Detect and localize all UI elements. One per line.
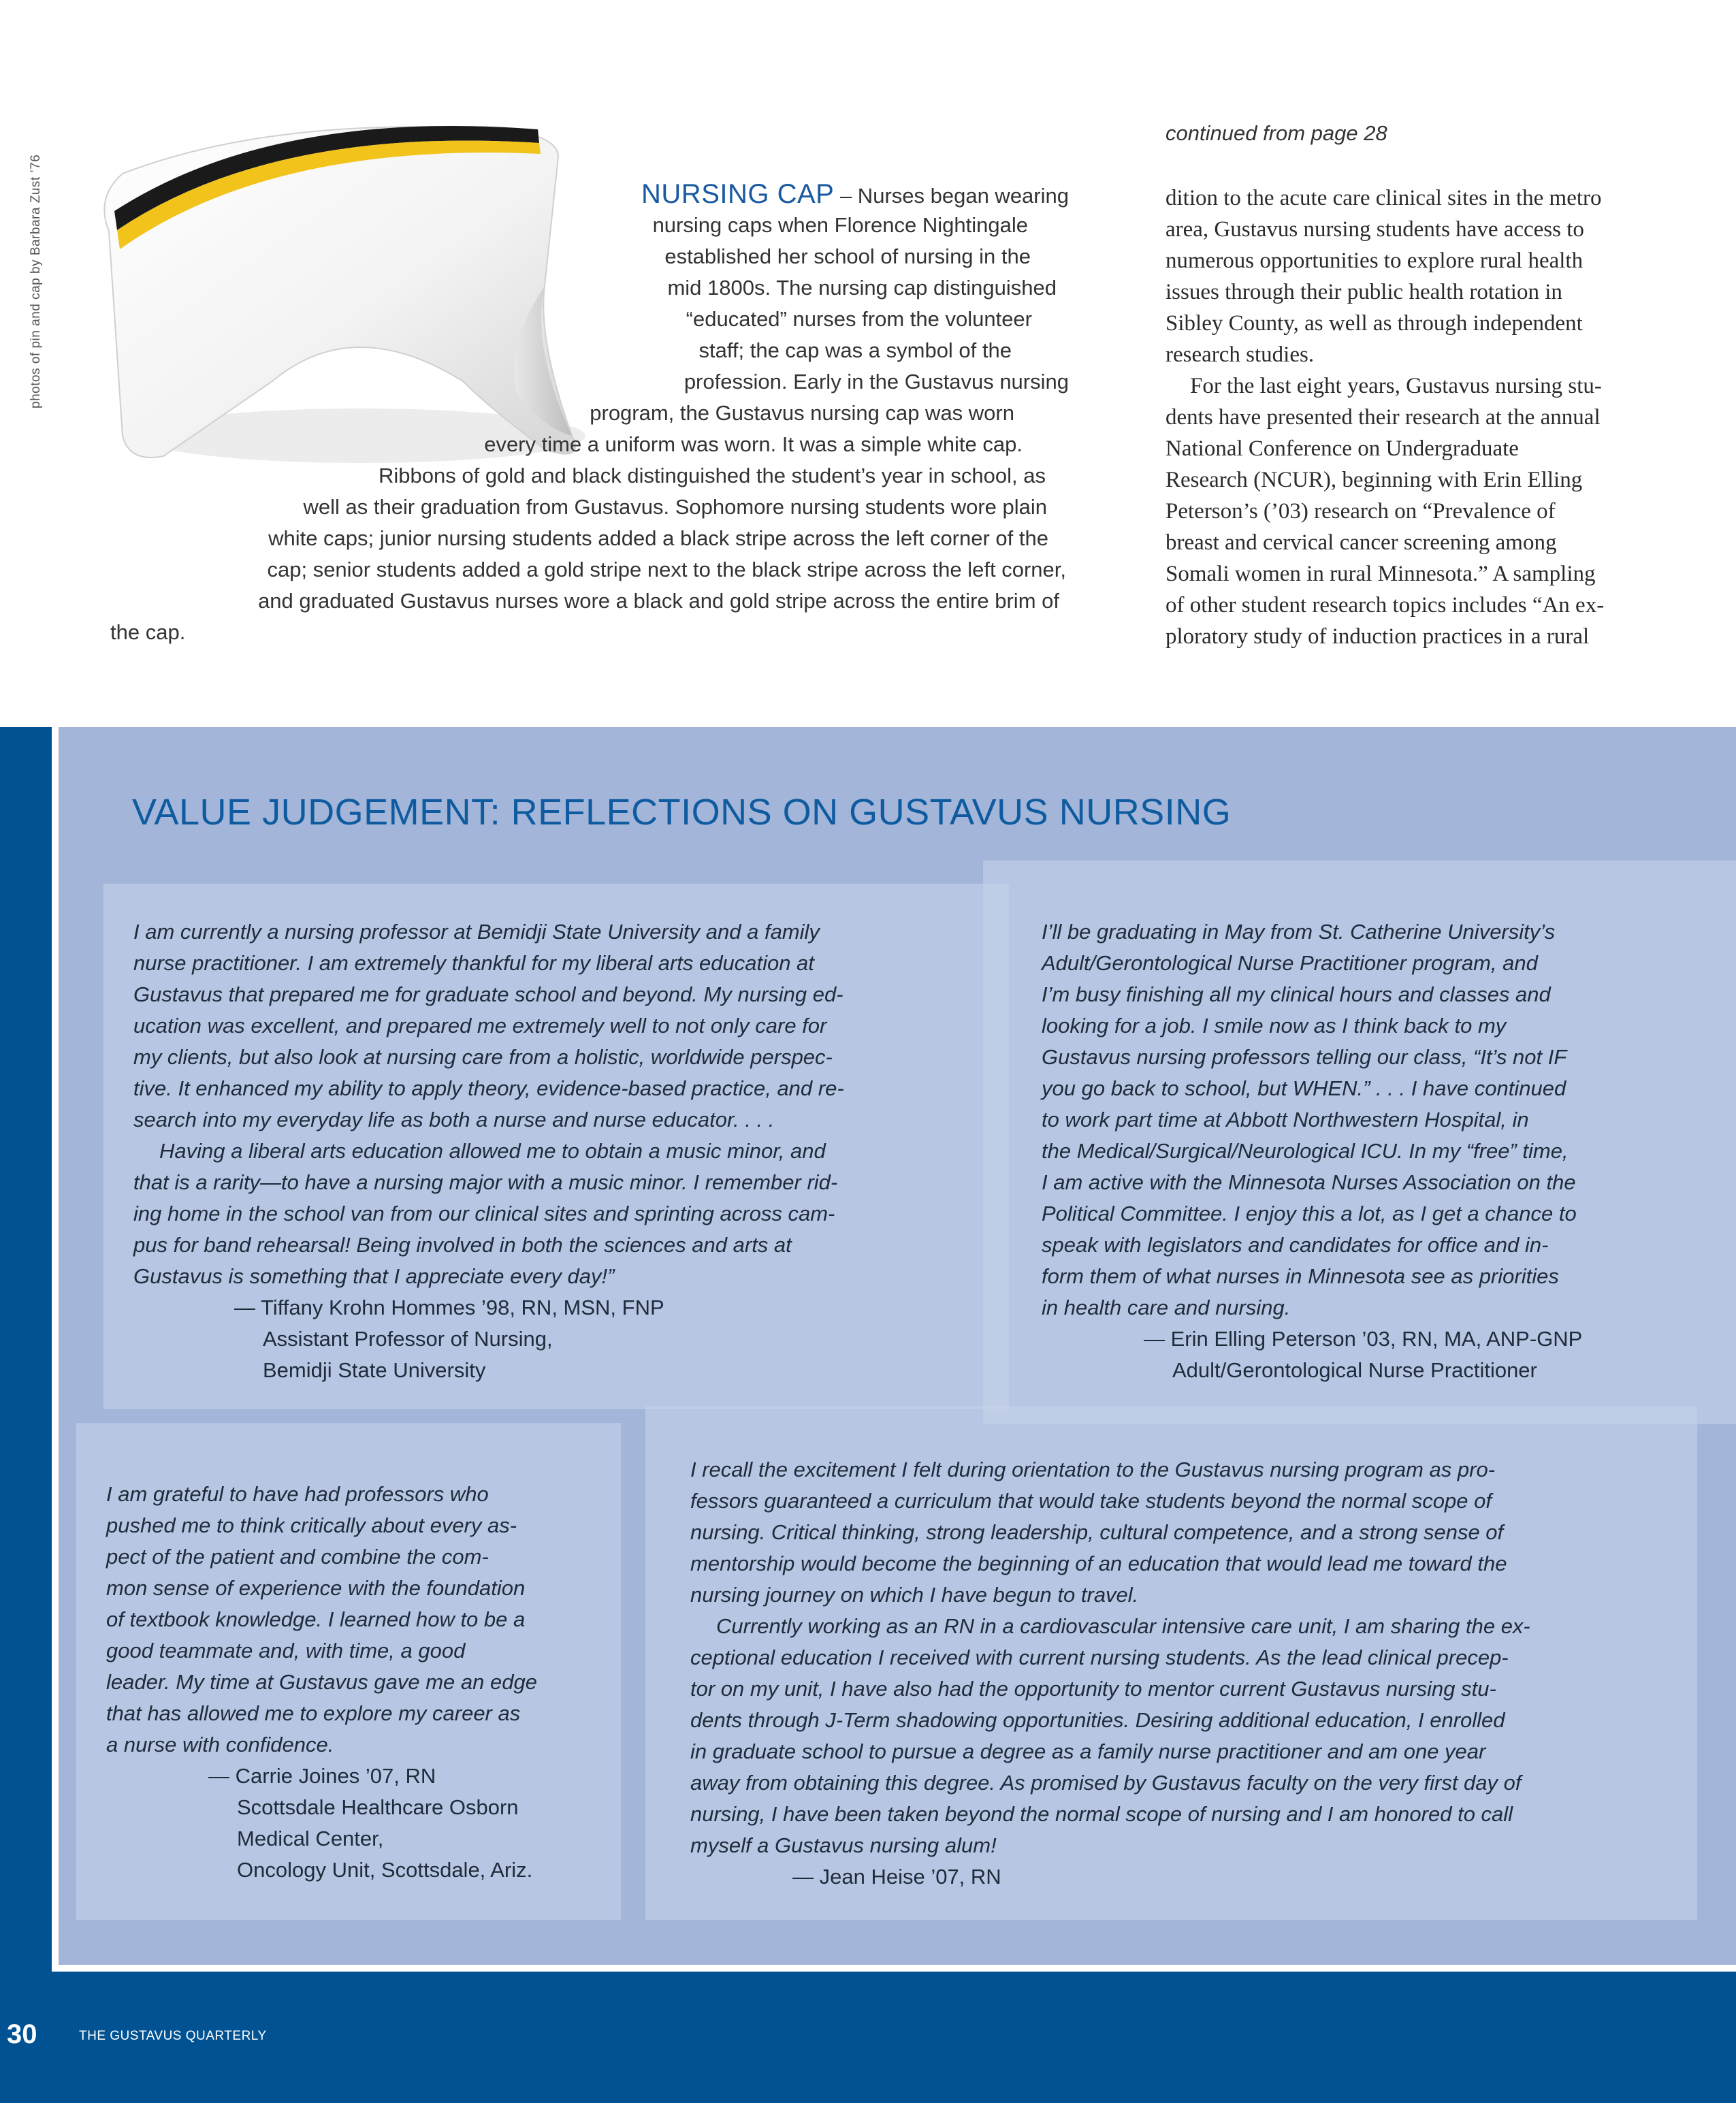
continued-note: continued from page 28	[1166, 121, 1387, 145]
quote-line: leader. My time at Gustavus gave me an edge	[106, 1670, 537, 1694]
testimonial-heise	[690, 1454, 1530, 1893]
cap-line: mid 1800s. The nursing cap distinguished	[667, 276, 1057, 300]
quote-line: my clients, but also look at nursing care from a holistic, worldwide perspec-	[133, 1045, 833, 1069]
quote-line: dents through J-Term shadowing opportunities. Desiring additional education, I enrolled	[690, 1708, 1505, 1732]
cap-line: Ribbons of gold and black distinguished the student’s year in school, as	[379, 464, 1046, 487]
quote-line: form them of what nurses in Minnesota see as priorities	[1042, 1264, 1559, 1288]
quote-line: I’m busy finishing all my clinical hours and classes and	[1042, 982, 1551, 1006]
quote-line: you go back to school, but WHEN.” . . . I have continued	[1042, 1076, 1566, 1100]
cap-line: “educated” nurses from the volunteer	[686, 307, 1032, 331]
quote-line: ing home in the school van from our clinical sites and sprinting across cam-	[133, 1202, 835, 1225]
cap-line: NURSING CAP – Nurses began wearing	[641, 179, 1069, 209]
quote-line: to work part time at Abbott Northwestern Hospital, in	[1042, 1108, 1529, 1131]
quote-line: tive. It enhanced my ability to apply theory, evidence-based practice, and re-	[133, 1076, 844, 1100]
continued-article	[1166, 182, 1656, 652]
cap-line: every time a uniform was worn. It was a simple white cap.	[484, 432, 1023, 456]
quote-line: Gustavus that prepared me for graduate school and beyond. My nursing ed-	[133, 982, 843, 1006]
quote-attribution: — Tiffany Krohn Hommes ’98, RN, MSN, FNP	[234, 1296, 664, 1319]
quote-line: pect of the patient and combine the com-	[106, 1545, 489, 1569]
quote-line: Having a liberal arts education allowed me to obtain a music minor, and	[159, 1139, 826, 1163]
quote-line: nursing. Critical thinking, strong leadership, cultural competence, and a strong sense of	[690, 1520, 1504, 1544]
quote-line: I am grateful to have had professors who	[106, 1482, 489, 1506]
article-line: of other student research topics includes “An ex-	[1166, 593, 1605, 617]
testimonial-joines	[106, 1479, 537, 1886]
article-line: dition to the acute care clinical sites in the metro	[1166, 186, 1602, 210]
quote-line: pus for band rehearsal! Being involved in both the sciences and arts at	[133, 1233, 792, 1257]
article-line: issues through their public health rotation in	[1166, 280, 1562, 304]
cap-line: and graduated Gustavus nurses wore a black and gold stripe across the entire brim of	[258, 589, 1059, 613]
quote-line: of textbook knowledge. I learned how to be a	[106, 1607, 526, 1631]
article-line: numerous opportunities to explore rural health	[1166, 248, 1584, 273]
quote-attribution: Oncology Unit, Scottsdale, Ariz.	[237, 1858, 533, 1882]
cap-line: nursing caps when Florence Nightingale	[652, 213, 1028, 237]
quote-line: I am currently a nursing professor at Bemidji State University and a family	[133, 920, 820, 944]
cap-line: well as their graduation from Gustavus. Sophomore nursing students wore plain	[303, 495, 1047, 519]
nursing-cap-heading: NURSING CAP	[641, 179, 835, 209]
cap-line: staff; the cap was a symbol of the	[698, 338, 1012, 362]
article-line: research studies.	[1166, 342, 1315, 367]
quote-line: Political Committee. I enjoy this a lot, as I get a chance to	[1042, 1202, 1577, 1225]
feature-title: VALUE JUDGEMENT: REFLECTIONS ON GUSTAVUS NURSING	[132, 792, 1232, 833]
quote-attribution: Medical Center,	[237, 1827, 384, 1850]
quote-line: mentorship would become the beginning of an education that would lead me toward the	[690, 1552, 1507, 1575]
quote-line: a nurse with confidence.	[106, 1733, 334, 1756]
article-line: breast and cervical cancer screening among	[1166, 530, 1557, 555]
quote-line: Adult/Gerontological Nurse Practitioner program, and	[1042, 951, 1538, 975]
cap-line: the cap.	[110, 620, 186, 644]
nursing-cap-photo	[68, 27, 599, 490]
quote-line: speak with legislators and candidates for office and in-	[1042, 1233, 1549, 1257]
quote-line: nurse practitioner. I am extremely thankful for my liberal arts education at	[133, 951, 814, 975]
quote-line: that is a rarity—to have a nursing major with a music minor. I remember rid-	[133, 1170, 838, 1194]
quote-line: nursing, I have been taken beyond the normal scope of nursing and I am honored to call	[690, 1802, 1513, 1826]
quote-attribution: — Jean Heise ’07, RN	[792, 1865, 1001, 1889]
quote-line: I’ll be graduating in May from St. Catherine University’s	[1042, 920, 1556, 944]
cap-line: program, the Gustavus nursing cap was worn	[590, 401, 1014, 425]
cap-line: cap; senior students added a gold stripe next to the black stripe across the left corner,	[267, 558, 1066, 581]
page-number: 30	[7, 2019, 37, 2049]
article-line: For the last eight years, Gustavus nursing stu-	[1190, 374, 1602, 398]
quote-attribution: Bemidji State University	[263, 1358, 486, 1382]
quote-line: pushed me to think critically about every as-	[106, 1513, 517, 1537]
quote-line: ucation was excellent, and prepared me extremely well to not only care for	[133, 1014, 827, 1038]
quote-attribution: Adult/Gerontological Nurse Practitioner	[1172, 1358, 1537, 1382]
article-line: National Conference on Undergraduate	[1166, 436, 1519, 461]
quote-line: in graduate school to pursue a degree as a family nurse practitioner and am one year	[690, 1739, 1486, 1763]
quote-line: that has allowed me to explore my career as	[106, 1701, 521, 1725]
quote-line: Gustavus is something that I appreciate every day!”	[133, 1264, 615, 1288]
quote-attribution: Scottsdale Healthcare Osborn	[237, 1795, 519, 1819]
article-line: Sibley County, as well as through independent	[1166, 311, 1583, 336]
cap-line: white caps; junior nursing students added a black stripe across the left corner of the	[268, 526, 1048, 550]
quote-line: away from obtaining this degree. As promised by Gustavus faculty on the very first day of	[690, 1771, 1522, 1795]
testimonial-hommes	[133, 916, 844, 1386]
photo-credit: photos of pin and cap by Barbara Zust ’76	[29, 154, 43, 408]
quote-line: I am active with the Minnesota Nurses Association on the	[1042, 1170, 1576, 1194]
article-line: Peterson’s (’03) research on “Prevalence of	[1166, 499, 1556, 524]
article-line: dents have presented their research at the annual	[1166, 405, 1601, 430]
quote-line: in health care and nursing.	[1042, 1296, 1291, 1319]
testimonial-peterson	[1042, 916, 1582, 1386]
quote-line: good teammate and, with time, a good	[106, 1639, 466, 1663]
quote-attribution: Assistant Professor of Nursing,	[263, 1327, 553, 1351]
cap-line: established her school of nursing in the	[664, 244, 1031, 268]
quote-line: the Medical/Surgical/Neurological ICU. In my “free” time,	[1042, 1139, 1569, 1163]
article-line: area, Gustavus nursing students have access to	[1166, 217, 1584, 242]
quote-line: looking for a job. I smile now as I think back to my	[1042, 1014, 1507, 1038]
quote-line: mon sense of experience with the foundation	[106, 1576, 526, 1600]
quote-attribution: — Carrie Joines ’07, RN	[208, 1764, 436, 1788]
quote-line: tor on my unit, I have also had the opportunity to mentor current Gustavus nursing stu-	[690, 1677, 1496, 1701]
quote-line: nursing journey on which I have begun to travel.	[690, 1583, 1139, 1607]
quote-line: Currently working as an RN in a cardiovascular intensive care unit, I am sharing the ex-	[716, 1614, 1530, 1638]
quote-line: search into my everyday life as both a nurse and nurse educator. . . .	[133, 1108, 775, 1131]
quote-line: ceptional education I received with current nursing students. As the lead clinical precep-	[690, 1646, 1509, 1669]
article-line: Somali women in rural Minnesota.” A sampling	[1166, 562, 1596, 586]
quote-line: Gustavus nursing professors telling our class, “It’s not IF	[1042, 1045, 1567, 1069]
quote-line: fessors guaranteed a curriculum that would take students beyond the normal scope of	[690, 1489, 1492, 1513]
article-line: ploratory study of induction practices in a rural	[1166, 624, 1590, 649]
quote-line: I recall the excitement I felt during orientation to the Gustavus nursing program as pro-	[690, 1458, 1496, 1481]
magazine-name: THE GUSTAVUS QUARTERLY	[79, 2029, 267, 2043]
quote-line: myself a Gustavus nursing alum!	[690, 1833, 997, 1857]
cap-line: profession. Early in the Gustavus nursing	[684, 370, 1069, 394]
quote-attribution: — Erin Elling Peterson ’03, RN, MA, ANP-GNP	[1144, 1327, 1583, 1351]
article-line: Research (NCUR), beginning with Erin Elling	[1166, 468, 1583, 492]
